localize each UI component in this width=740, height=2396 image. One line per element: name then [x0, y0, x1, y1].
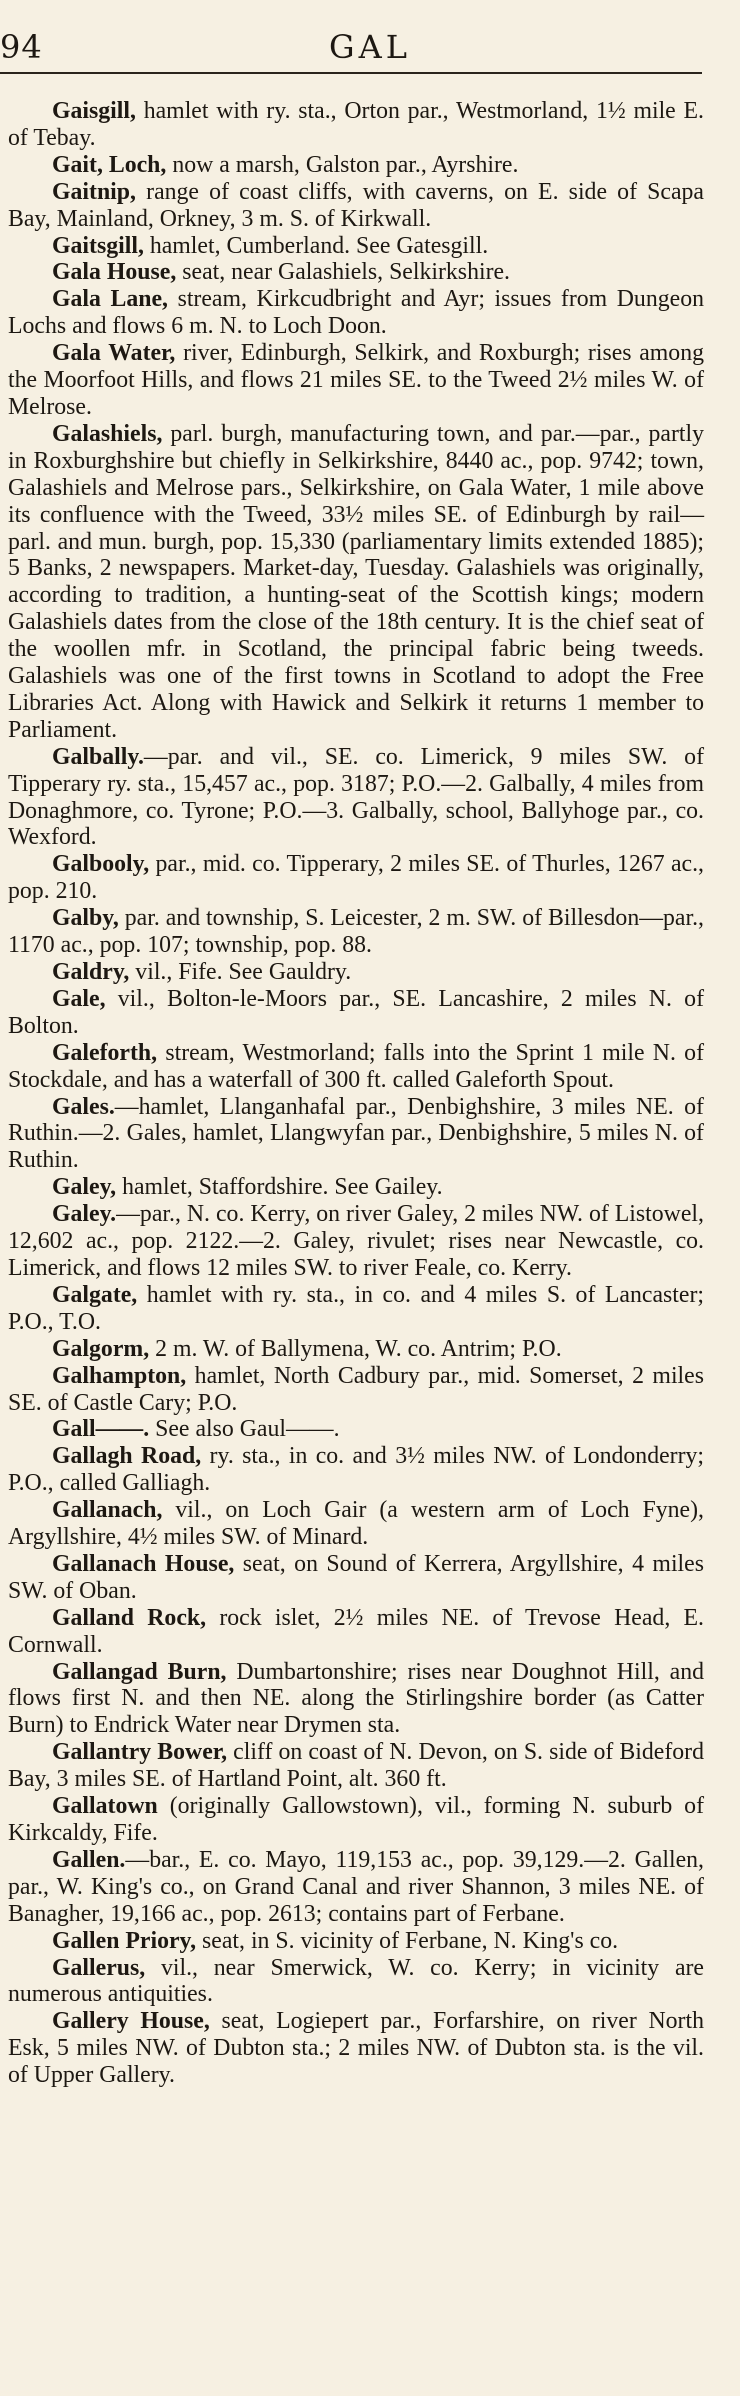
entry-headword: Gait, Loch, — [52, 151, 167, 178]
gazetteer-entry — [8, 1416, 704, 1443]
header-rule — [0, 72, 702, 74]
entry-text: seat, near Galashiels, Selkirkshire. — [176, 259, 511, 286]
gazetteer-entry — [8, 1928, 704, 1955]
entry-text: hamlet, Cumberland. See Gatesgill. — [143, 232, 489, 259]
gazetteer-entry — [8, 851, 704, 905]
gazetteer-entry — [8, 259, 704, 286]
gazetteer-entry — [8, 1443, 704, 1497]
entry-text: vil., Fife. See Gauldry. — [129, 959, 352, 985]
gazetteer-entry — [8, 1363, 704, 1417]
entry-text: 2 m. W. of Ballymena, W. co. Antrim; P.O. — [149, 1335, 562, 1362]
entry-text: ry. sta., in co. and 3½ miles NW. of Londonderry; P.O., called Galliagh. — [8, 1443, 705, 1497]
gazetteer-entry — [8, 1847, 704, 1928]
entry-text: cliff on coast of N. Devon, on S. side of Bideford Bay, 3 miles SE. of Hartland Point, alt. 360 ft. — [8, 1739, 704, 1793]
entry-headword: Gaitnip, — [52, 178, 136, 205]
entry-headword: Galeforth, — [52, 1039, 158, 1066]
entry-text: Dumbartonshire; rises near Doughnot Hill, and flows first N. and then NE. along the Stirlingshire border (as Catter Burn) to Endrick Water near Drymen sta. — [8, 1658, 704, 1739]
page-number: 94 — [0, 28, 43, 66]
entry-text: range of coast cliffs, with caverns, on E. side of Scapa Bay, Mainland, Orkney, 3 m. S. of Kirkwall. — [8, 178, 704, 232]
entry-headword: Gallen Priory, — [52, 1927, 197, 1954]
entry-text: par. and township, S. Leicester, 2 m. SW. of Billesdon—par., 1170 ac., pop. 107; township, pop. 88. — [8, 905, 704, 959]
gazetteer-entry — [8, 152, 704, 179]
entry-headword: Gallery House, — [52, 2008, 210, 2035]
entry-headword: Gales. — [52, 1093, 115, 1120]
entry-text: river, Edinburgh, Selkirk, and Roxburgh; rises among the Moorfoot Hills, and flows 21 miles SE. to the Tweed 2½ miles W. of Melrose. — [8, 340, 704, 420]
entry-headword: Gallatown — [52, 1793, 158, 1820]
page-header — [0, 0, 740, 70]
entry-headword: Galey. — [52, 1201, 117, 1228]
entry-text: hamlet, North Cadbury par., mid. Somerset, 2 miles SE. of Castle Cary; P.O. — [8, 1362, 704, 1416]
entry-headword: Gallantry Bower, — [52, 1739, 228, 1766]
entry-text: stream, Kirkcudbright and Ayr; issues from Dungeon Lochs and flows 6 m. N. to Loch Doon. — [8, 286, 704, 340]
gazetteer-entry — [8, 986, 704, 1040]
entry-text: stream, Westmorland; falls into the Sprint 1 mile N. of Stockdale, and has a waterfall of 300 ft. called Galeforth Spout. — [8, 1039, 704, 1093]
entry-headword: Galgorm, — [52, 1335, 150, 1362]
gazetteer-entry — [8, 2008, 704, 2089]
entry-text: parl. burgh, manufacturing town, and par.—par., partly in Roxburghshire but chiefly in Selkirkshire, 8440 ac., pop. 9742; town, Galashiels and Melrose pars., Selkirkshire, on Gala Water, 1 mile above its confluence with the Tweed, 33½ miles SE. of Edinburgh by rail—parl. and mun. burgh, pop. 15,330 (parliamentary limits extended 1885); 5 Banks, 2 newspapers. Market-day, Tuesday. Galashiels was originally, according to tradition, a hunting-seat of the Scottish kings; modern Galashiels dates from the close of the 18th century. It is the chief seat of the woollen mfr. in Scotland, the principal fabric being tweeds. Galashiels was one of the first towns in Scotland to adopt the Free Libraries Act. Along with Hawick and Selkirk it returns 1 member to Parliament. — [8, 420, 704, 743]
entry-text: vil., Bolton-le-Moors par., SE. Lancashire, 2 miles N. of Bolton. — [8, 985, 704, 1039]
entry-headword: Gallanach, — [52, 1497, 163, 1524]
entry-text: —hamlet, Llanganhafal par., Denbighshire, 3 miles NE. of Ruthin.—2. Gales, hamlet, Llangwyfan par., Denbighshire, 5 miles N. of Ruthin. — [8, 1093, 704, 1174]
entry-text: —par., N. co. Kerry, on river Galey, 2 miles NW. of Listowel, 12,602 ac., pop. 2122.—2. Galey, rivulet; rises near Newcastle, co. Limerick, and flows 12 miles SW. to river Feale, co. Kerry. — [8, 1201, 704, 1281]
entry-text: hamlet with ry. sta., in co. and 4 miles S. of Lancaster; P.O., T.O. — [8, 1281, 704, 1335]
gazetteer-entry — [8, 286, 704, 340]
entry-headword: Galdry, — [52, 959, 130, 985]
entry-text: seat, on Sound of Kerrera, Argyllshire, 4 miles SW. of Oban. — [8, 1550, 704, 1604]
gazetteer-entry — [8, 340, 704, 421]
gazetteer-entry — [8, 959, 704, 986]
gazetteer-entry — [8, 1955, 704, 2009]
entry-text: vil., on Loch Gair (a western arm of Loch Fyne), Argyllshire, 4½ miles SW. of Minard. — [8, 1497, 704, 1551]
gazetteer-entry — [8, 1605, 704, 1659]
gazetteer-entry — [8, 744, 704, 852]
gazetteer-entry — [8, 1174, 704, 1201]
entry-headword: Gaitsgill, — [52, 232, 144, 259]
gazetteer-entry — [8, 1201, 704, 1282]
entry-headword: Gallanach House, — [52, 1550, 235, 1577]
entry-text: seat, in S. vicinity of Ferbane, N. King's co. — [196, 1927, 619, 1954]
entry-headword: Gallen. — [52, 1846, 126, 1873]
entry-list — [8, 98, 704, 2089]
entry-headword: Gallagh Road, — [52, 1443, 202, 1470]
entry-text: See also Gaul——. — [149, 1416, 340, 1443]
entry-headword: Galby, — [52, 905, 119, 932]
gazetteer-entry — [8, 179, 704, 233]
entry-headword: Galbooly, — [52, 851, 150, 878]
gazetteer-entry — [8, 1739, 704, 1793]
entry-text: —bar., E. co. Mayo, 119,153 ac., pop. 39,129.—2. Gallen, par., W. King's co., on Grand Canal and river Shannon, 3 miles NE. of Banagher, 19,166 ac., pop. 2613; contains part of Ferbane. — [8, 1846, 704, 1927]
entry-headword: Gala Water, — [52, 340, 176, 367]
entry-headword: Galashiels, — [52, 420, 163, 447]
running-head: GAL — [329, 28, 411, 66]
gazetteer-entry — [8, 905, 704, 959]
gazetteer-entry — [8, 98, 704, 152]
entry-headword: Galland Rock, — [52, 1604, 207, 1631]
entry-text: (originally Gallowstown), vil., forming N. suburb of Kirkcaldy, Fife. — [8, 1793, 704, 1846]
gazetteer-entry — [8, 421, 704, 744]
entry-headword: Gaisgill, — [52, 98, 136, 124]
gazetteer-entry — [8, 1793, 704, 1847]
entry-headword: Galbally. — [52, 743, 144, 770]
entry-headword: Galey, — [52, 1174, 117, 1201]
gazetteer-entry — [8, 1497, 704, 1551]
entry-headword: Gala Lane, — [52, 286, 168, 313]
entry-text: seat, Logiepert par., Forfarshire, on river North Esk, 5 miles NW. of Dubton sta.; 2 miles NW. of Dubton sta. is the vil. of Upper Gallery. — [8, 2008, 704, 2089]
gazetteer-entry — [8, 1336, 704, 1363]
gazetteer-entry — [8, 1551, 704, 1605]
entry-text: hamlet, Staffordshire. See Gailey. — [116, 1174, 443, 1201]
entry-text: rock islet, 2½ miles NE. of Trevose Head, E. Cornwall. — [8, 1604, 704, 1658]
entry-headword: Galgate, — [52, 1281, 138, 1308]
entry-headword: Gall——. — [52, 1416, 150, 1443]
gazetteer-entry — [8, 1094, 704, 1175]
gazetteer-entry — [8, 1659, 704, 1740]
entry-text: —par. and vil., SE. co. Limerick, 9 miles SW. of Tipperary ry. sta., 15,457 ac., pop. 3187; P.O.—2. Galbally, 4 miles from Donaghmore, co. Tyrone; P.O.—3. Galbally, school, Ballyhoge par., co. Wexford. — [8, 743, 704, 851]
entry-headword: Gala House, — [52, 259, 177, 286]
entry-text: hamlet with ry. sta., Orton par., Westmorland, 1½ mile E. of Tebay. — [8, 98, 704, 151]
entry-headword: Galhampton, — [52, 1362, 187, 1389]
gazetteer-entry — [8, 1040, 704, 1094]
gazetteer-entry — [8, 233, 704, 260]
entry-text: now a marsh, Galston par., Ayrshire. — [166, 151, 519, 178]
entry-headword: Gale, — [52, 985, 106, 1012]
entry-headword: Gallangad Burn, — [52, 1658, 227, 1685]
entry-text: par., mid. co. Tipperary, 2 miles SE. of Thurles, 1267 ac., pop. 210. — [8, 851, 704, 905]
gazetteer-entry — [8, 1282, 704, 1336]
entry-headword: Gallerus, — [52, 1954, 146, 1981]
entry-text: vil., near Smerwick, W. co. Kerry; in vicinity are numerous antiquities. — [8, 1954, 704, 2008]
